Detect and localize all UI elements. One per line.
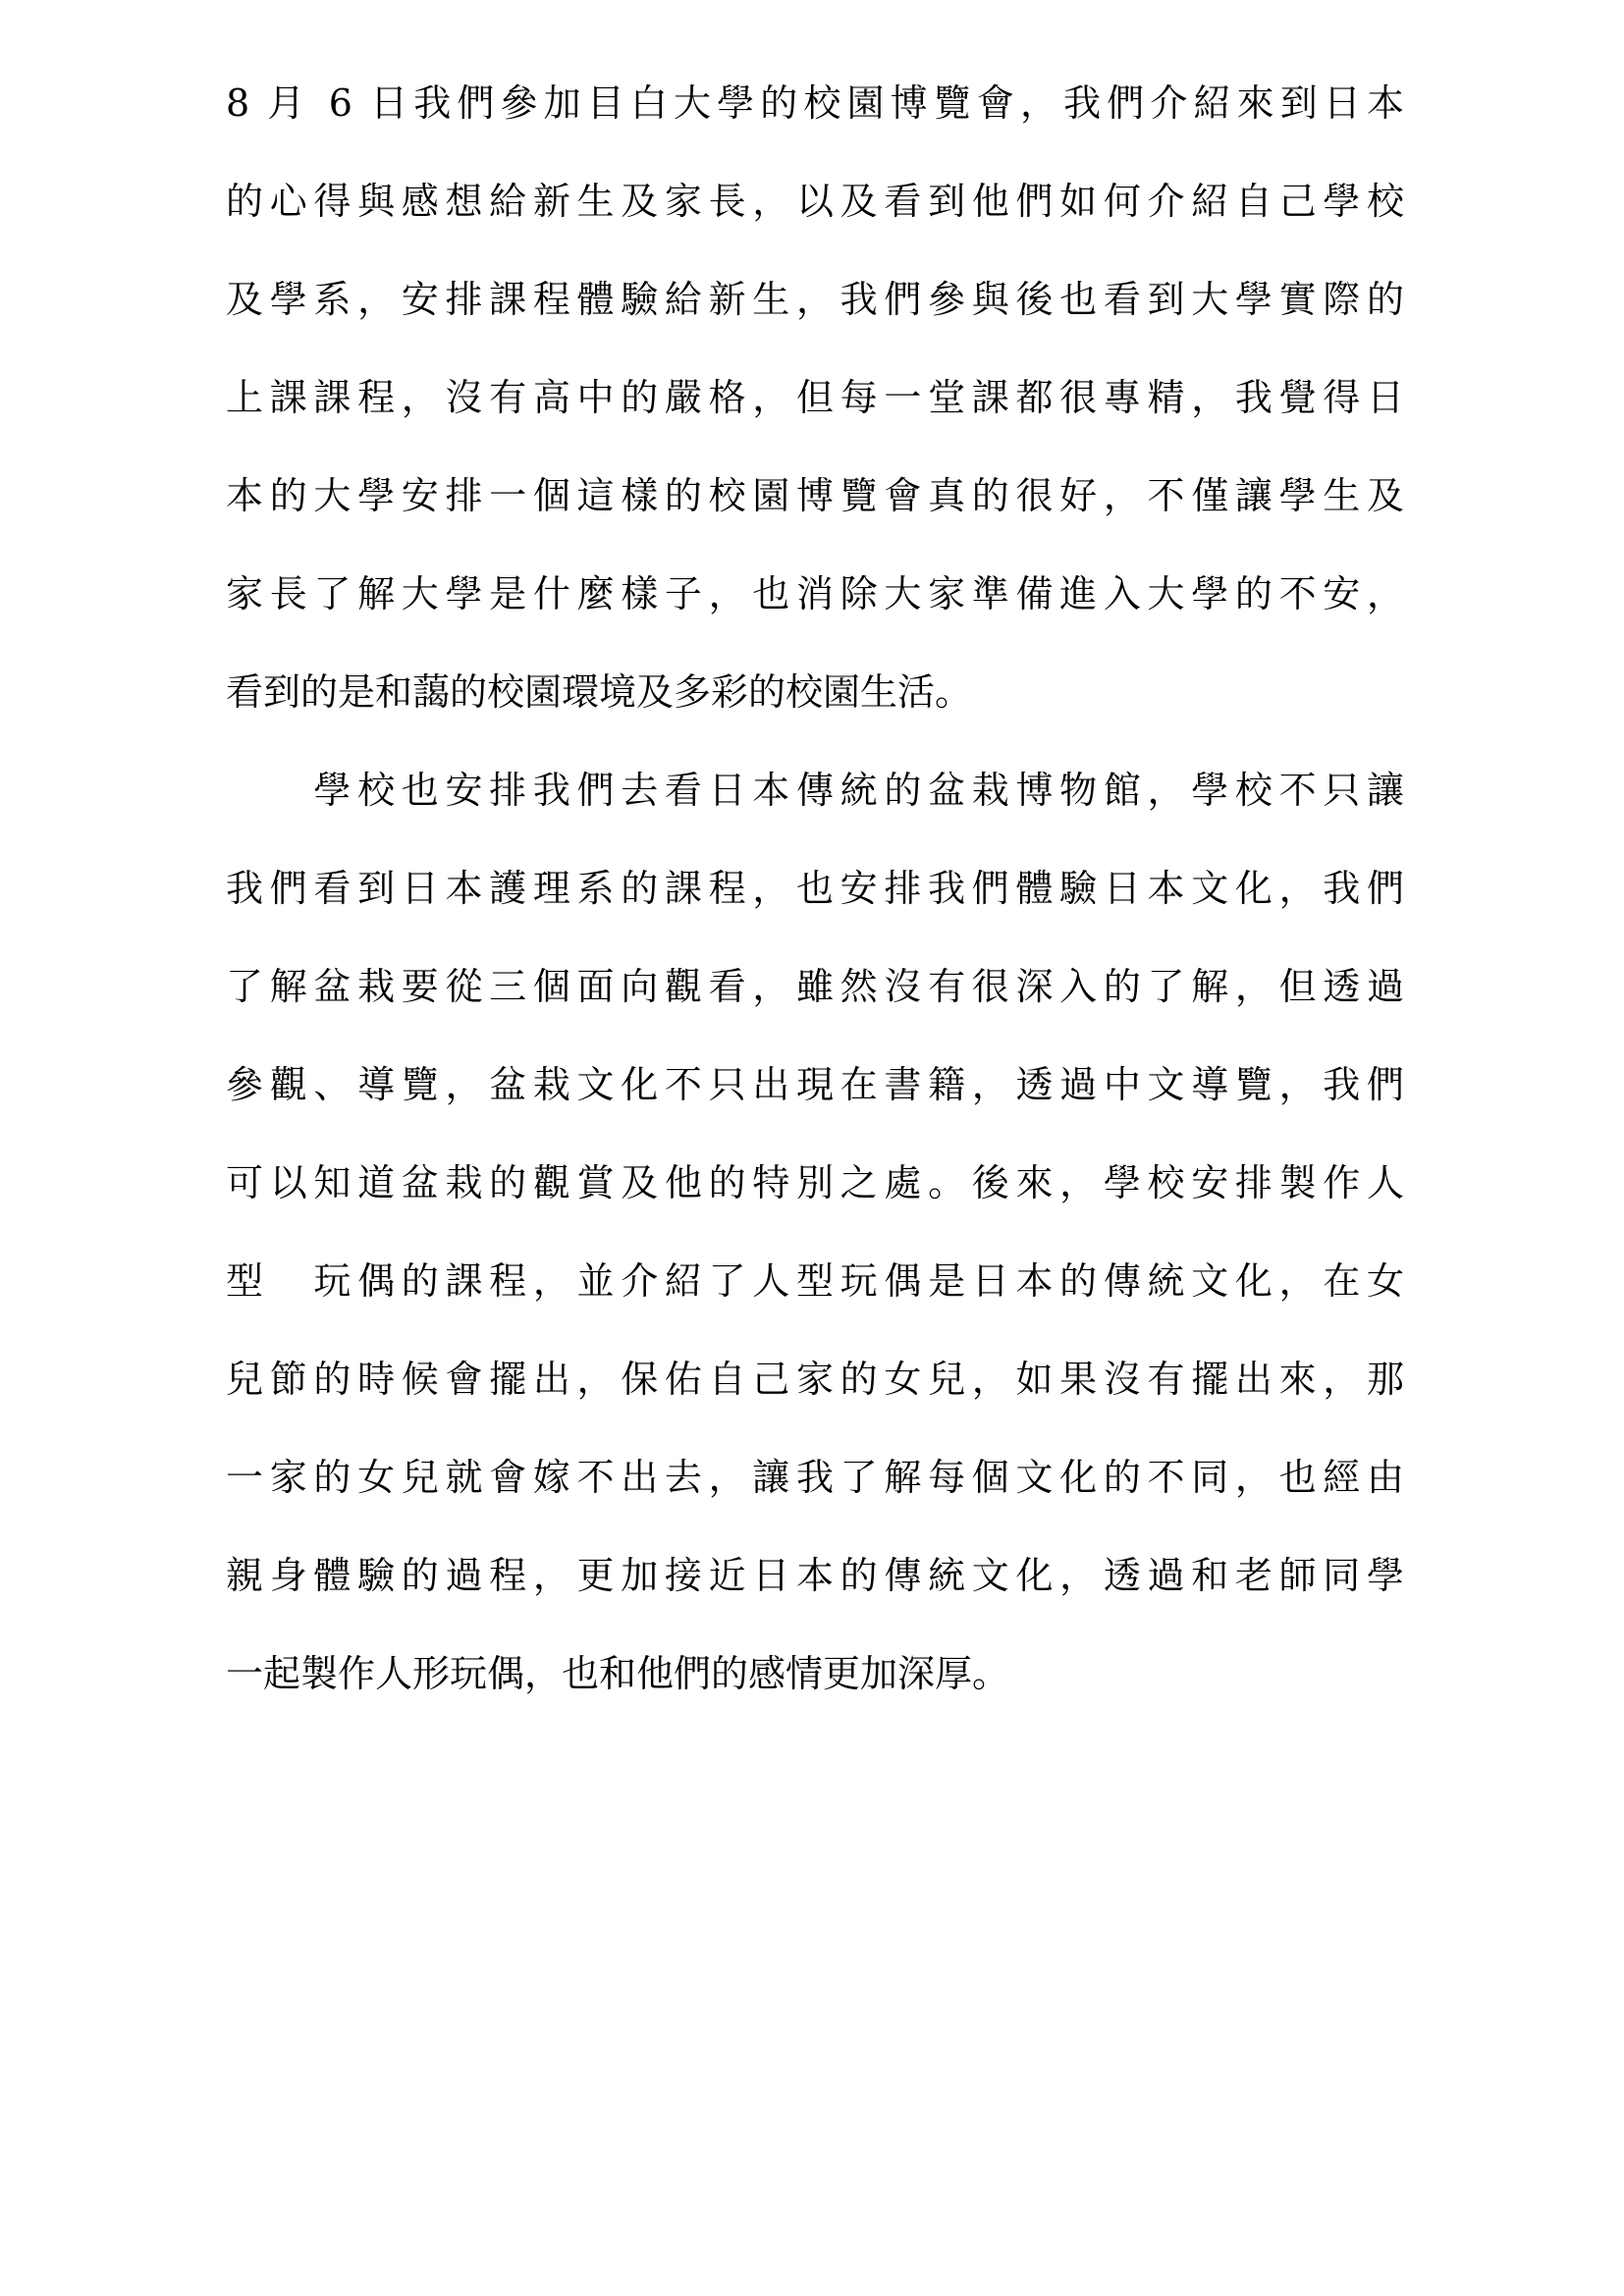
text-line: 可以知道盆栽的觀賞及他的特別之處。後來，學校安排製作人	[226, 1161, 1404, 1204]
text-line: 學校也安排我們去看日本傳統的盆栽博物館，學校不只讓	[226, 769, 1404, 812]
paragraph-1	[226, 54, 1404, 741]
text-line: 型 玩偶的課程，並介紹了人型玩偶是日本的傳統文化，在女	[226, 1259, 1404, 1303]
text-line: 一家的女兒就會嫁不出去，讓我了解每個文化的不同，也經由	[226, 1456, 1404, 1499]
text-line: 參觀、導覽，盆栽文化不只出現在書籍，透過中文導覽，我們	[226, 1063, 1404, 1106]
text-line: 家長了解大學是什麼樣子，也消除大家準備進入大學的不安，	[226, 572, 1404, 615]
text-line: 上課課程，沒有高中的嚴格，但每一堂課都很專精，我覺得日	[226, 376, 1404, 419]
text-line: 了解盆栽要從三個面向觀看，雖然沒有很深入的了解，但透過	[226, 965, 1404, 1008]
text-line: 的心得與感想給新生及家長，以及看到他們如何介紹自己學校	[226, 180, 1404, 223]
text-line: 兒節的時候會擺出，保佑自己家的女兒，如果沒有擺出來，那	[226, 1358, 1404, 1401]
text-line: 及學系，安排課程體驗給新生，我們參與後也看到大學實際的	[226, 278, 1404, 321]
text-line: 本的大學安排一個這樣的校園博覽會真的很好，不僅讓學生及	[226, 474, 1404, 517]
text-line: 一起製作人形玩偶，也和他們的感情更加深厚。	[226, 1652, 1010, 1695]
text-line: 我們看到日本護理系的課程，也安排我們體驗日本文化，我們	[226, 867, 1404, 910]
paragraph-2	[226, 741, 1404, 1723]
text-line: 親身體驗的過程，更加接近日本的傳統文化，透過和老師同學	[226, 1554, 1404, 1597]
text-line: 看到的是和藹的校園環境及多彩的校園生活。	[226, 670, 973, 714]
text-line: 8 月 6 日我們參加目白大學的校園博覽會，我們介紹來到日本	[226, 81, 1404, 125]
